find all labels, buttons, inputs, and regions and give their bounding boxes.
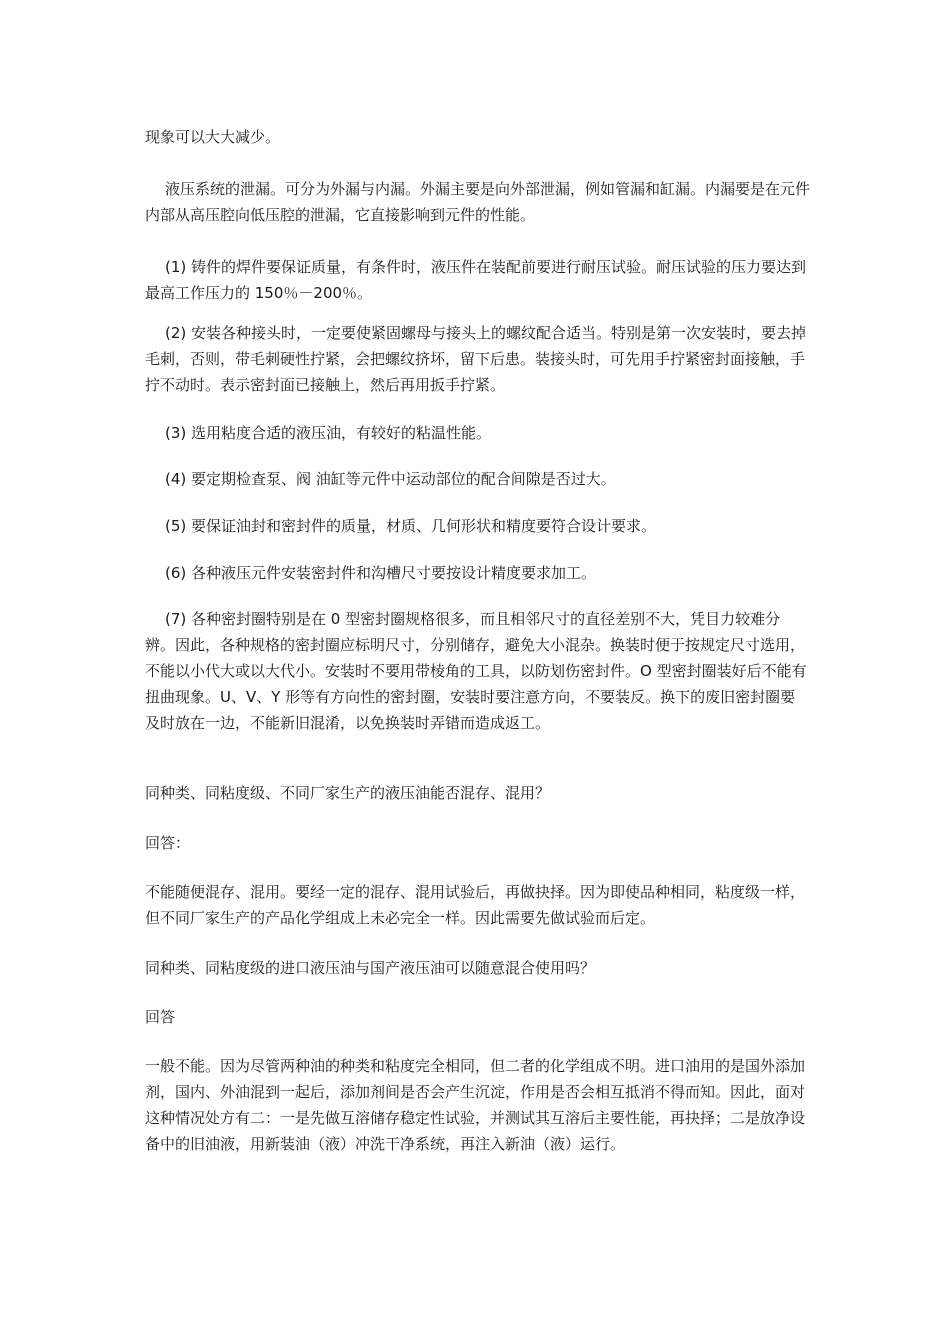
answer-label-2: 回答 bbox=[145, 1008, 176, 1026]
list-item-6: (6) 各种液压元件安装密封件和沟槽尺寸要按设计精度要求加工。 bbox=[165, 564, 597, 582]
question-2: 同种类、同粘度级的进口液压油与国产液压油可以随意混合使用吗？ bbox=[145, 959, 596, 977]
question-1: 同种类、同粘度级、不同厂家生产的液压油能否混存、混用？ bbox=[145, 784, 551, 802]
paragraph-leakage-reduced: 现象可以大大减少。 bbox=[145, 128, 281, 146]
list-item-5: (5) 要保证油封和密封件的质量，材质、几何形状和精度要符合设计要求。 bbox=[165, 517, 657, 535]
list-item-4: (4) 要定期检查泵、阀 油缸等元件中运动部位的配合间隙是否过大。 bbox=[165, 470, 616, 488]
answer-2: 一般不能。因为尽管两种油的种类和粘度完全相同，但二者的化学组成不明。进口油用的是国外添加剂，国内、外油混到一起后，添加剂间是否会产生沉淀，作用是否会相互抵消不得而知。因此，面对这种情况处方有二：一是先做互溶储存稳定性试验，并测试其互溶后主要性能，再抉择；二是放净设备中的旧油液，用新装油（液）冲洗干净系统，再注入新油（液）运行。 bbox=[145, 1057, 806, 1153]
answer-1: 不能随便混存、混用。要经一定的混存、混用试验后，再做抉择。因为即使品种相同，粘度级一样，但不同厂家生产的产品化学组成上未必完全一样。因此需要先做试验而后定。 bbox=[145, 883, 806, 927]
list-item-7: (7) 各种密封圈特别是在 0 型密封圈规格很多，而且相邻尺寸的直径差别不大，凭目力较难分辨。因此，各种规格的密封圈应标明尺寸，分别储存，避免大小混杂。换装时便于按规定尺寸选用，不能以小代大或以大代小。安装时不要用带棱角的工具，以防划伤密封件。O 型密封圈装好后不能有扭曲现象。U、V、Y 形等有方向性的密封圈，安装时要注意方向，不要装反。换下的废旧密封圈要及时放在一边，不能新旧混淆，以免换装时弄错而造成返工。 bbox=[145, 610, 807, 732]
paragraph-hydraulic-leakage: 液压系统的泄漏。可分为外漏与内漏。外漏主要是向外部泄漏，例如管漏和缸漏。内漏要是在元件内部从高压腔向低压腔的泄漏，它直接影响到元件的性能。 bbox=[145, 180, 811, 224]
list-item-2: (2) 安装各种接头时，一定要使紧固螺母与接头上的螺纹配合适当。特别是第一次安装时，要去掉毛刺，否则，带毛刺硬性拧紧，会把螺纹挤坏，留下后患。装接头时，可先用手拧紧密封面接触，手拧不动时。表示密封面已接触上，然后再用扳手拧紧。 bbox=[145, 324, 807, 394]
list-item-3: (3) 选用粘度合适的液压油，有较好的粘温性能。 bbox=[165, 424, 492, 442]
answer-label-1: 回答： bbox=[145, 834, 191, 852]
list-item-1: (1) 铸件的焊件要保证质量，有条件时，液压件在装配前要进行耐压试验。耐压试验的压力要达到最高工作压力的 150％－200％。 bbox=[145, 258, 807, 302]
